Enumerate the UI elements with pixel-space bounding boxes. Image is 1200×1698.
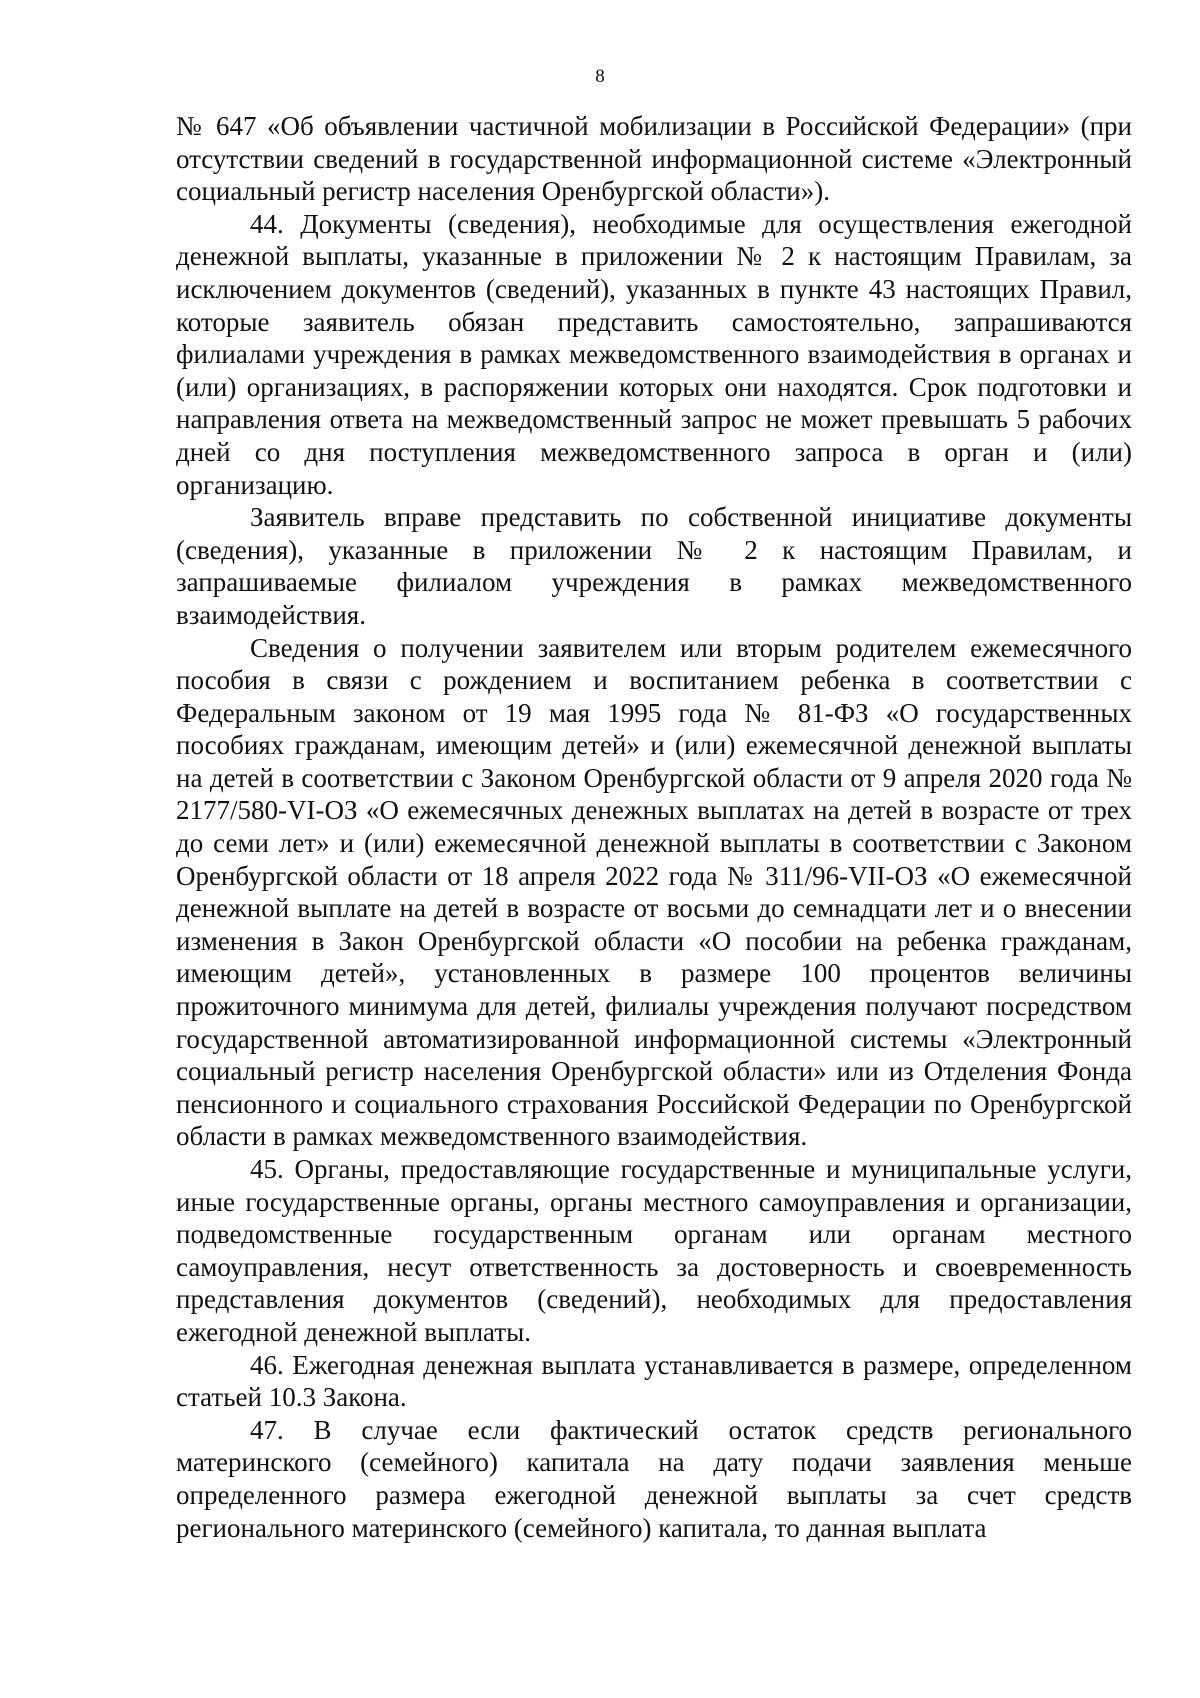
paragraph-continuation: № 647 «Об объявлении частичной мобилизации в Российской Федерации» (при отсутствии сведений в государственной информационной системе «Электронный социальный регистр населения Оренбургской области»). bbox=[176, 111, 1132, 207]
paragraph-46: 46. Ежегодная денежная выплата устанавливается в размере, определенном статьей 10.3 Закона. bbox=[176, 1349, 1132, 1413]
page-number: 8 bbox=[595, 66, 605, 87]
paragraph-47: 47. В случае если фактический остаток средств регионального материнского (семейного) капитала на дату подачи заявления меньше определенного размера ежегодной денежной выплаты за счет средств регионального материнского (семейного) капитала, то данная выплата bbox=[176, 1414, 1132, 1543]
paragraph-45: 45. Органы, предоставляющие государственные и муниципальные услуги, иные государственные органы, органы местного самоуправления и организации, подведомственные государственным органам или органам местного самоуправления, несут ответственность за достоверность и своевременность представления документов (сведений), необходимых для предоставления ежегодной денежной выплаты. bbox=[176, 1154, 1132, 1347]
paragraph-benefit-info: Сведения о получении заявителем или вторым родителем ежемесячного пособия в связи с рождением и воспитанием ребенка в соответствии с Федеральным законом от 19 мая 1995 года № 81-ФЗ «О государственных пособиях гражданам, имеющим детей» и (или) ежемесячной денежной выплаты на детей в соответствии с Законом Оренбургской области от 9 апреля 2020 года № 2177/580-VI-ОЗ «О ежемесячных денежных выплатах на детей в возрасте от трех до семи лет» и (или) ежемесячной денежной выплаты в соответствии с Законом Оренбургской области от 18 апреля 2022 года № 311/96-VII-ОЗ «О ежемесячной денежной выплате на детей в возрасте от восьми до семнадцати лет и о внесении изменения в Закон Оренбургской области «О пособии на ребенка гражданам, имеющим детей», установленных в размере 100 процентов величины прожиточного минимума для детей, филиалы учреждения получают посредством государственной автоматизированной информационной системы «Электронный социальный регистр населения Оренбургской области» или из Отделения Фонда пенсионного и социального страхования Российской Федерации по Оренбургской области в рамках межведомственного взаимодействия. bbox=[176, 632, 1132, 1152]
paragraph-44: 44. Документы (сведения), необходимые для осуществления ежегодной денежной выплаты, указанные в приложении № 2 к настоящим Правилам, за исключением документов (сведений), указанных в пункте 43 настоящих Правил, которые заявитель обязан представить самостоятельно, запрашиваются филиалами учреждения в рамках межведомственного взаимодействия в органах и (или) организациях, в распоряжении которых они находятся. Срок подготовки и направления ответа на межведомственный запрос не может превышать 5 рабочих дней со дня поступления межведомственного запроса в орган и (или) организацию. bbox=[176, 208, 1132, 500]
paragraph-applicant-right: Заявитель вправе представить по собственной инициативе документы (сведения), указанные в приложении № 2 к настоящим Правилам, и запрашиваемые филиалом учреждения в рамках межведомственного взаимодействия. bbox=[176, 502, 1132, 630]
document-body bbox=[176, 110, 1132, 1544]
